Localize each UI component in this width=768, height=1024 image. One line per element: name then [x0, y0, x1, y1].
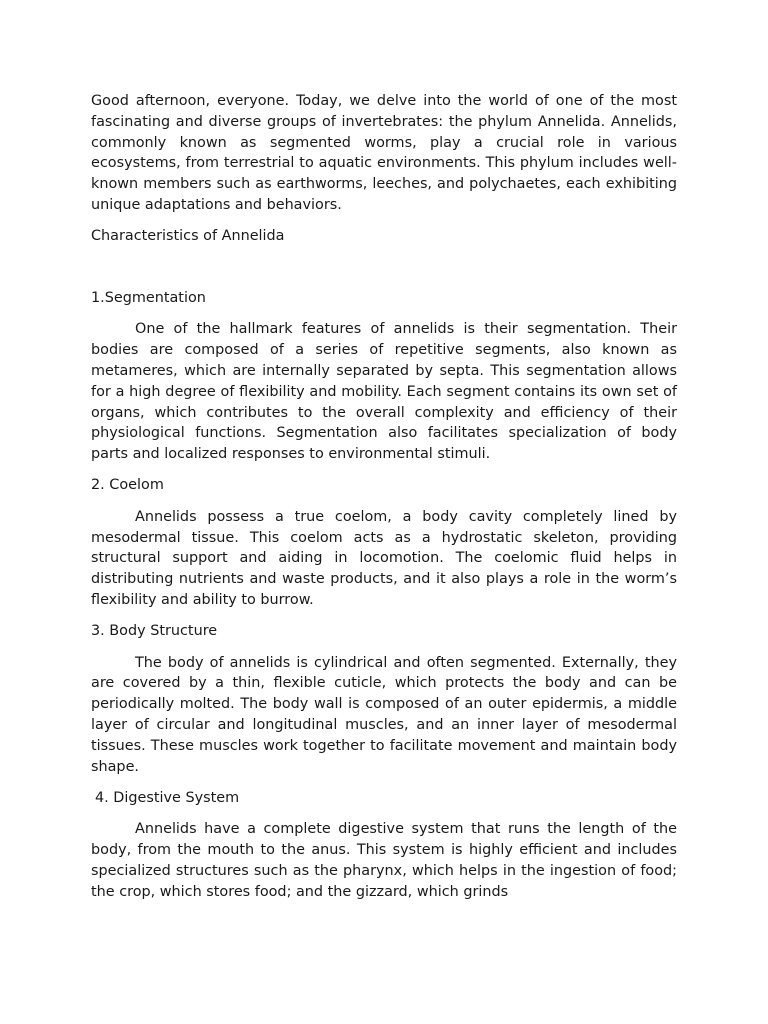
intro-paragraph: Good afternoon, everyone. Today, we delve into the world of one of the most fascinating and diverse groups of invertebrates: the phylum Annelida. Annelids, commonly known as segmented worms, play a crucial role in various ecosystems, from terrestrial to aquatic environments. This phylum includes well-known members such as earthworms, leeches, and polychaetes, each exhibiting unique adaptations and behaviors. [91, 93, 677, 213]
paragraph-body-structure: The body of annelids is cylindrical and often segmented. Externally, they are covered by a thin, flexible cuticle, which protects the body and can be periodically molted. The body wall is composed of an outer epidermis, a middle layer of circular and longitudinal muscles, and an inner layer of mesodermal tissues. These muscles work together to facilitate movement and maintain body shape. [91, 654, 677, 775]
heading-body-structure: 3. Body Structure [91, 623, 218, 640]
heading-coelom: 2. Coelom [91, 477, 164, 494]
paragraph-digestive-system: Annelids have a complete digestive system that runs the length of the body, from the mouth to the anus. This system is highly efficient and includes specialized structures such as the pharynx, which helps in the ingestion of food; the crop, which stores food; and the gizzard, which grinds [91, 821, 677, 900]
section-title: Characteristics of Annelida [91, 228, 285, 245]
paragraph-coelom: Annelids possess a true coelom, a body cavity completely lined by mesodermal tissue. This coelom acts as a hydrostatic skeleton, providing structural support and aiding in locomotion. The coelomic fluid helps in distributing nutrients and waste products, and it also plays a role in the worm’s flexibility and ability to burrow. [91, 508, 677, 608]
heading-segmentation: 1.Segmentation [91, 290, 206, 307]
heading-digestive-system: 4. Digestive System [95, 789, 240, 806]
document-page [91, 91, 677, 902]
paragraph-segmentation: One of the hallmark features of annelids is their segmentation. Their bodies are composed of a series of repetitive segments, also known as metameres, which are internally separated by septa. This segmentation allows for a high degree of flexibility and mobility. Each segment contains its own set of organs, which contributes to the overall complexity and efficiency of their physiological functions. Segmentation also facilitates specialization of body parts and localized responses to environmental stimuli. [91, 321, 677, 463]
